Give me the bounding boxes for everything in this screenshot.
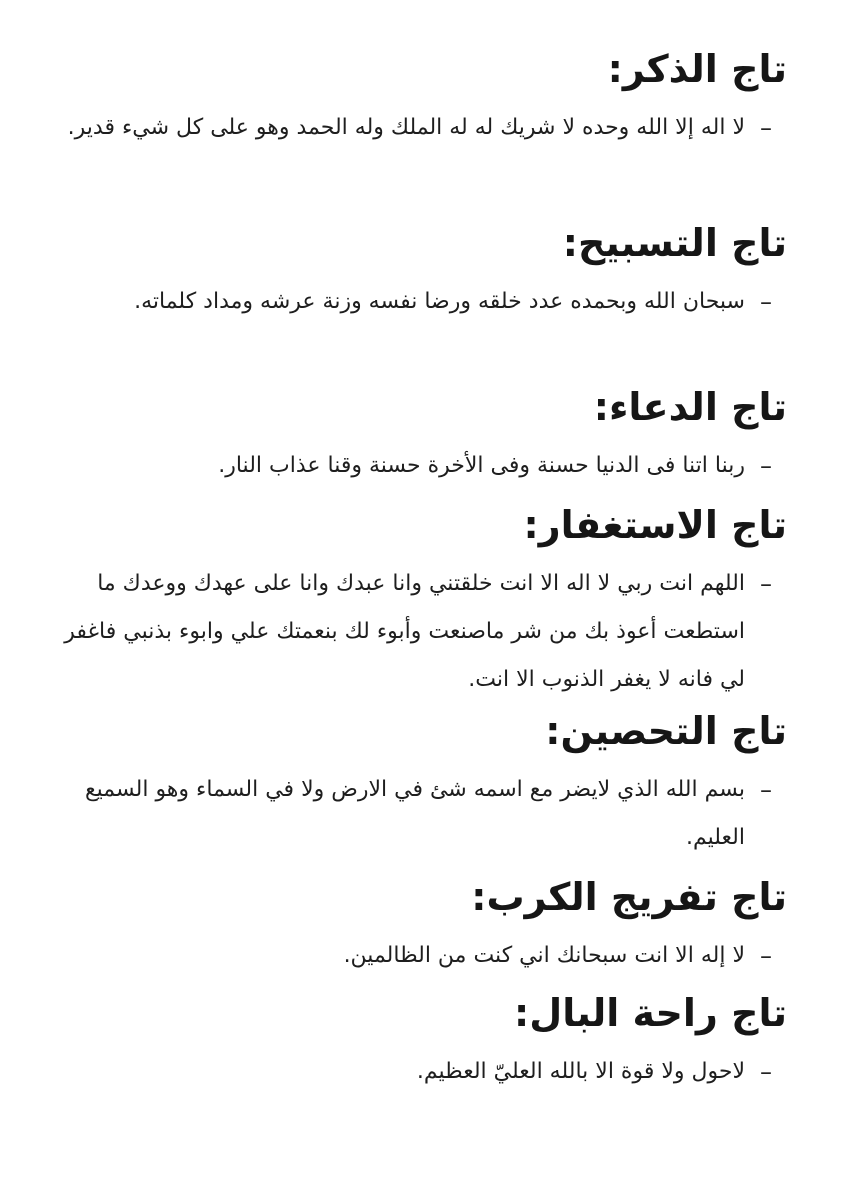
section-tahseen	[60, 702, 787, 868]
section-dhikr	[60, 40, 787, 214]
section-heading: تاج تفريج الكرب:	[471, 875, 787, 919]
bullet-dash: –	[760, 288, 772, 316]
list-item	[60, 442, 787, 490]
bullet-dash: –	[760, 570, 772, 598]
section-heading: تاج الدعاء:	[593, 385, 787, 429]
list-item	[60, 1048, 787, 1096]
list-item	[60, 560, 787, 704]
section-istighfar	[60, 496, 787, 702]
section-heading: تاج التسبيح:	[562, 221, 787, 265]
section-heading: تاج الاستغفار:	[523, 503, 787, 547]
list-item	[60, 104, 787, 152]
section-tafreej	[60, 868, 787, 984]
section-raha	[60, 984, 787, 1100]
item-text: لا اله إلا الله وحده لا شريك له له الملك وله الحمد وهو على كل شيء قدير.	[67, 115, 745, 140]
section-tasbih	[60, 214, 787, 378]
section-dua	[60, 378, 787, 496]
list-item	[60, 932, 787, 980]
item-text: اللهم انت ربي لا اله الا انت خلقتني وانا عبدك وانا على عهدك ووعدك ما استطعت أعوذ بك من شر ماصنعت وأبوء لك بنعمتك علي وابوء بذنبي فاغفر لي فانه لا يغفر الذنوب الا انت.	[64, 571, 745, 692]
section-heading: تاج راحة البال:	[514, 991, 787, 1035]
item-text: بسم الله الذي لايضر مع اسمه شئ في الارض ولا في السماء وهو السميع العليم.	[84, 777, 745, 850]
section-heading: تاج الذكر:	[607, 47, 787, 91]
item-text: سبحان الله وبحمده عدد خلقه ورضا نفسه وزنة عرشه ومداد كلماته.	[134, 289, 745, 314]
section-heading: تاج التحصين:	[545, 709, 787, 753]
item-text: لاحول ولا قوة الا بالله العليّ العظيم.	[416, 1059, 745, 1084]
bullet-dash: –	[760, 776, 772, 804]
list-item	[60, 766, 787, 862]
bullet-dash: –	[760, 452, 772, 480]
bullet-dash: –	[760, 1058, 772, 1086]
bullet-dash: –	[760, 942, 772, 970]
bullet-dash: –	[760, 114, 772, 142]
list-item	[60, 278, 787, 326]
item-text: ربنا اتنا فى الدنيا حسنة وفى الأخرة حسنة وقنا عذاب النار.	[218, 453, 745, 478]
item-text: لا إله الا انت سبحانك اني كنت من الظالمين.	[343, 943, 745, 968]
